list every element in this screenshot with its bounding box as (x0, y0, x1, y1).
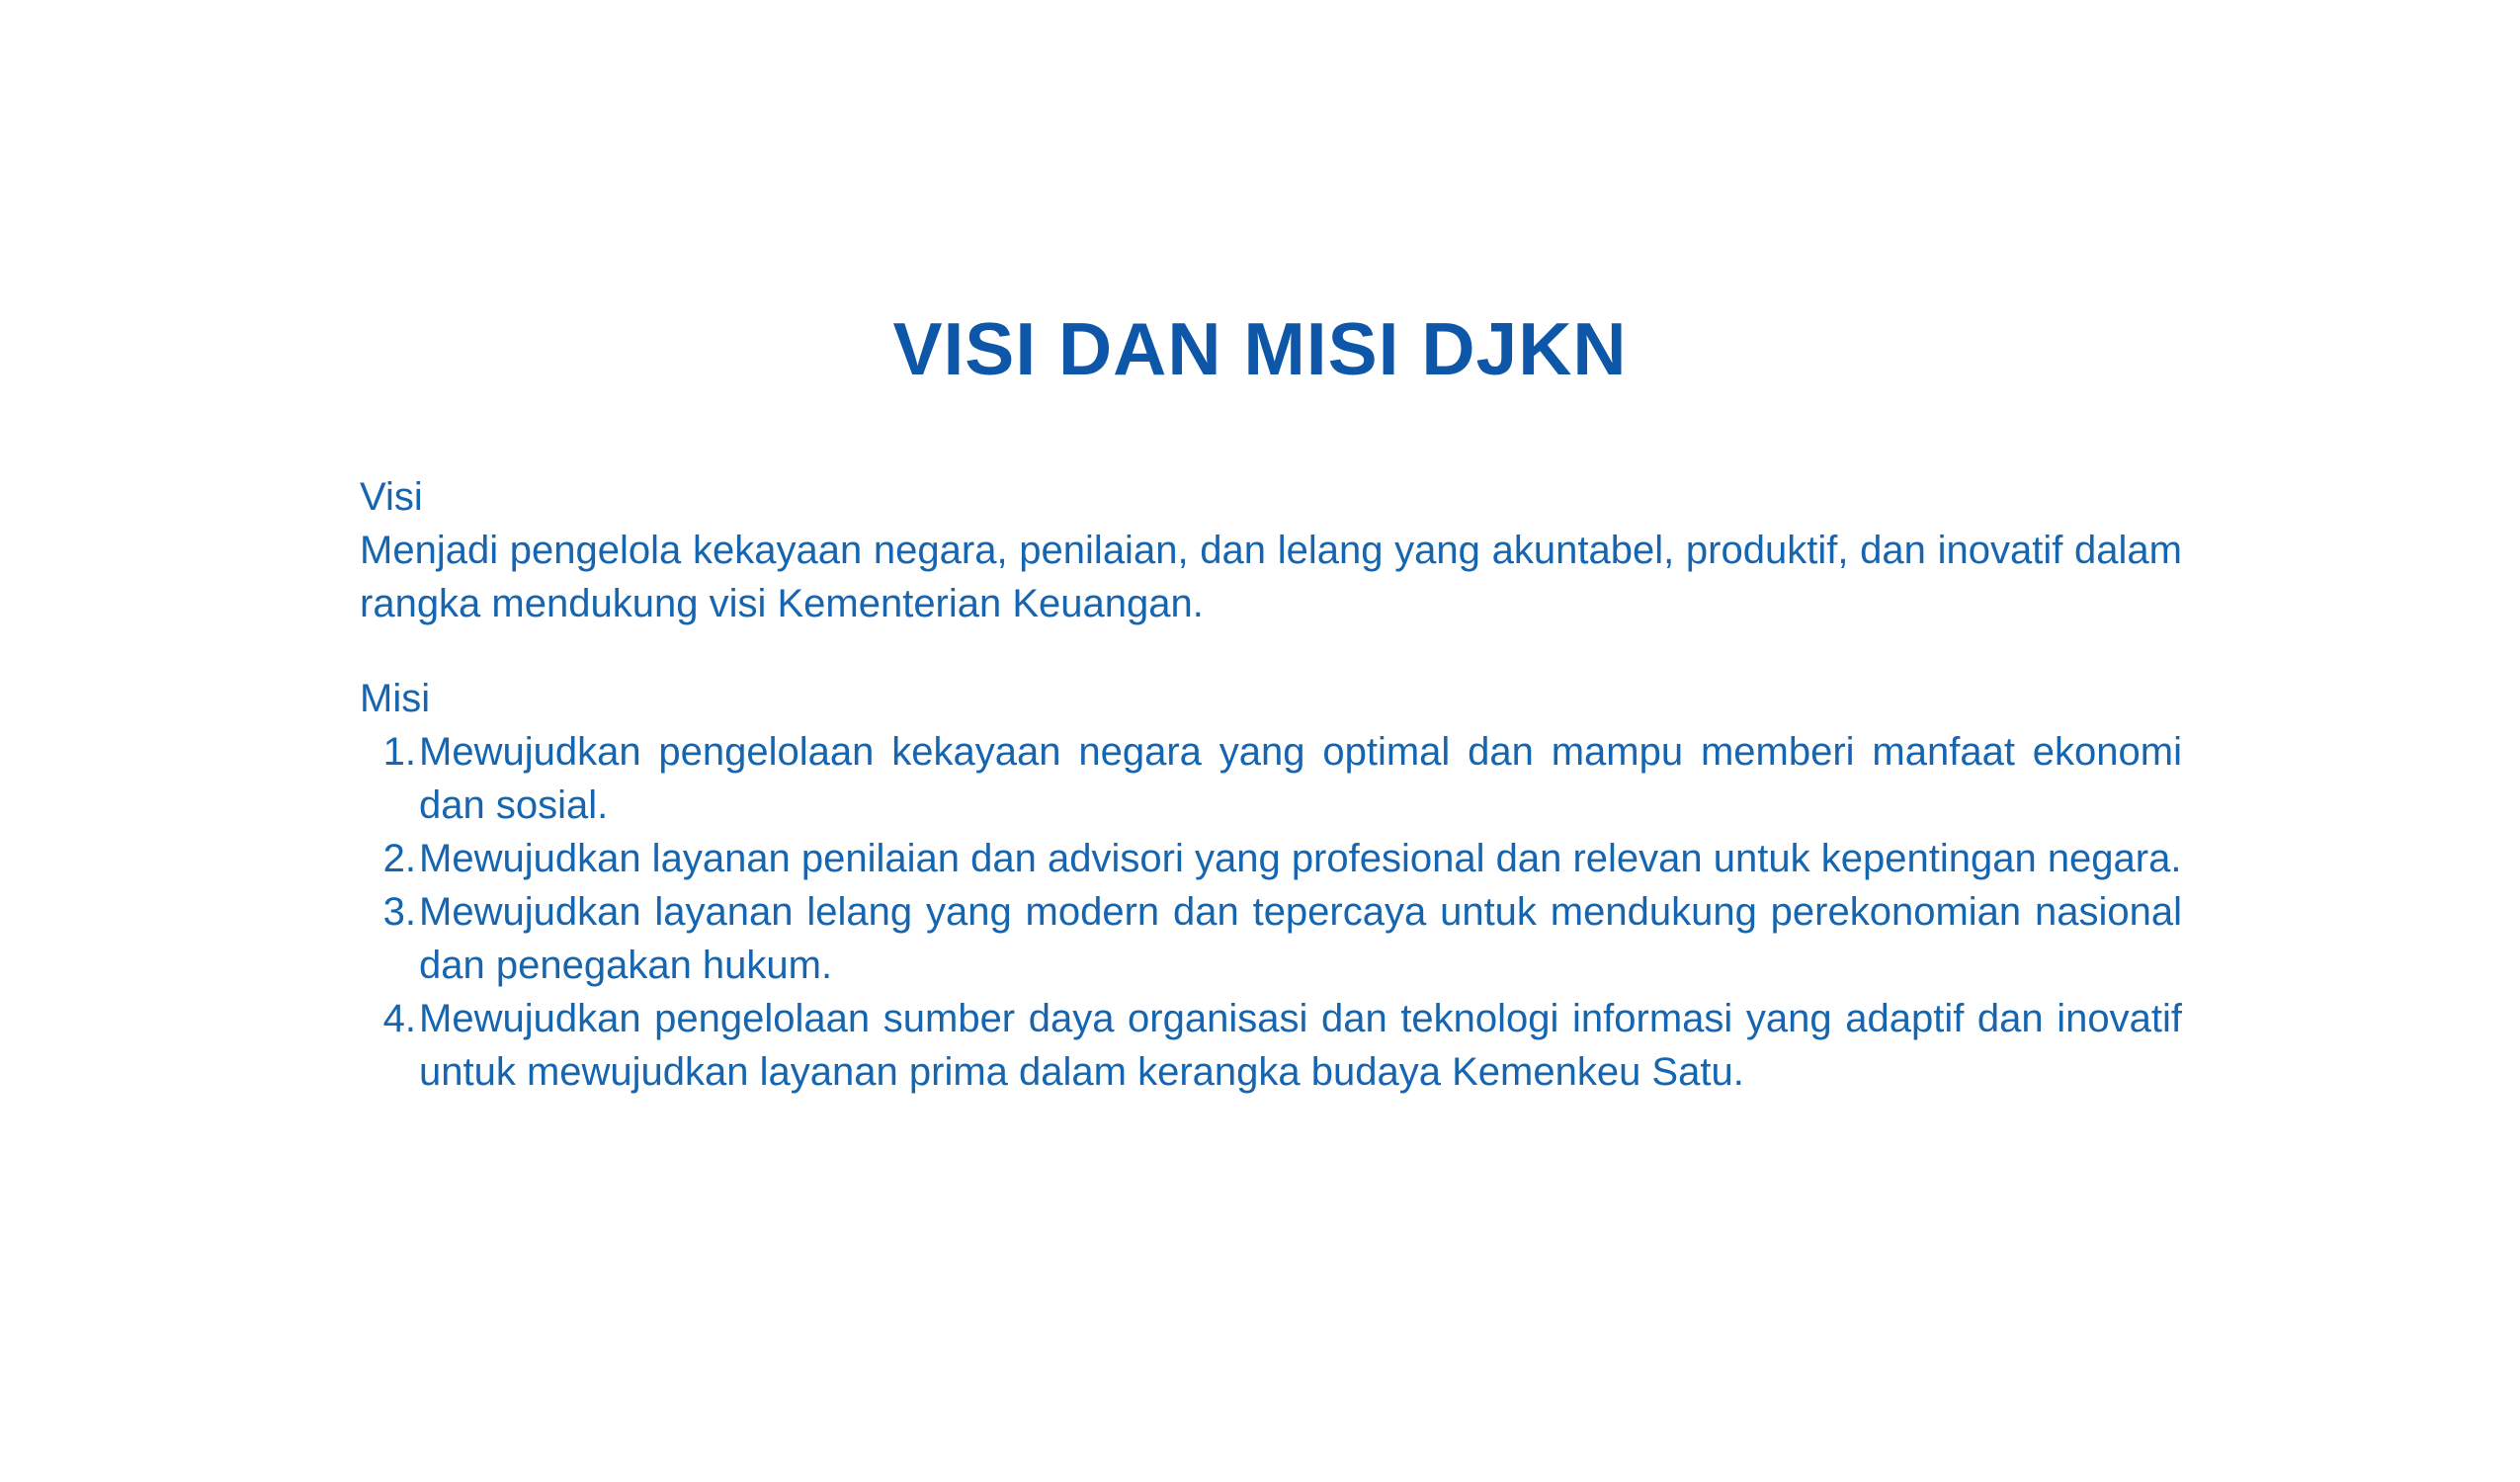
misi-item-3-text: Mewujudkan layanan lelang yang modern dan tepercaya untuk mendukung perekonomian nasional dan penegakan hukum. (419, 889, 2182, 987)
misi-section (360, 672, 2182, 1099)
misi-item-1-number: 1. (382, 729, 416, 774)
visi-section (360, 470, 2182, 630)
misi-list (360, 725, 2182, 1099)
misi-item-3-number: 3. (382, 889, 416, 934)
misi-item-2-number: 2. (382, 836, 416, 880)
misi-item-4 (360, 992, 2182, 1099)
page-title: VISI DAN MISI DJKN (892, 307, 1628, 390)
misi-item-3 (360, 885, 2182, 992)
misi-item-1-text: Mewujudkan pengelolaan kekayaan negara yang optimal dan mampu memberi manfaat ekonomi dan sosial. (419, 729, 2182, 827)
misi-item-4-text: Mewujudkan pengelolaan sumber daya organisasi dan teknologi informasi yang adaptif dan inovatif untuk mewujudkan layanan prima dalam kerangka budaya Kemenkeu Satu. (419, 996, 2182, 1094)
misi-item-1 (360, 725, 2182, 832)
misi-item-2-text: Mewujudkan layanan penilaian dan advisori yang profesional dan relevan untuk kepentingan negara. (419, 836, 2182, 880)
misi-item-4-number: 4. (382, 996, 416, 1040)
misi-label: Misi (360, 676, 431, 720)
content-block (360, 470, 2182, 1099)
visi-text: Menjadi pengelola kekayaan negara, penilaian, dan lelang yang akuntabel, produktif, dan inovatif dalam rangka mendukung visi Kementerian Keuangan. (360, 528, 2182, 625)
visi-label: Visi (360, 474, 423, 519)
misi-item-2 (360, 832, 2182, 885)
